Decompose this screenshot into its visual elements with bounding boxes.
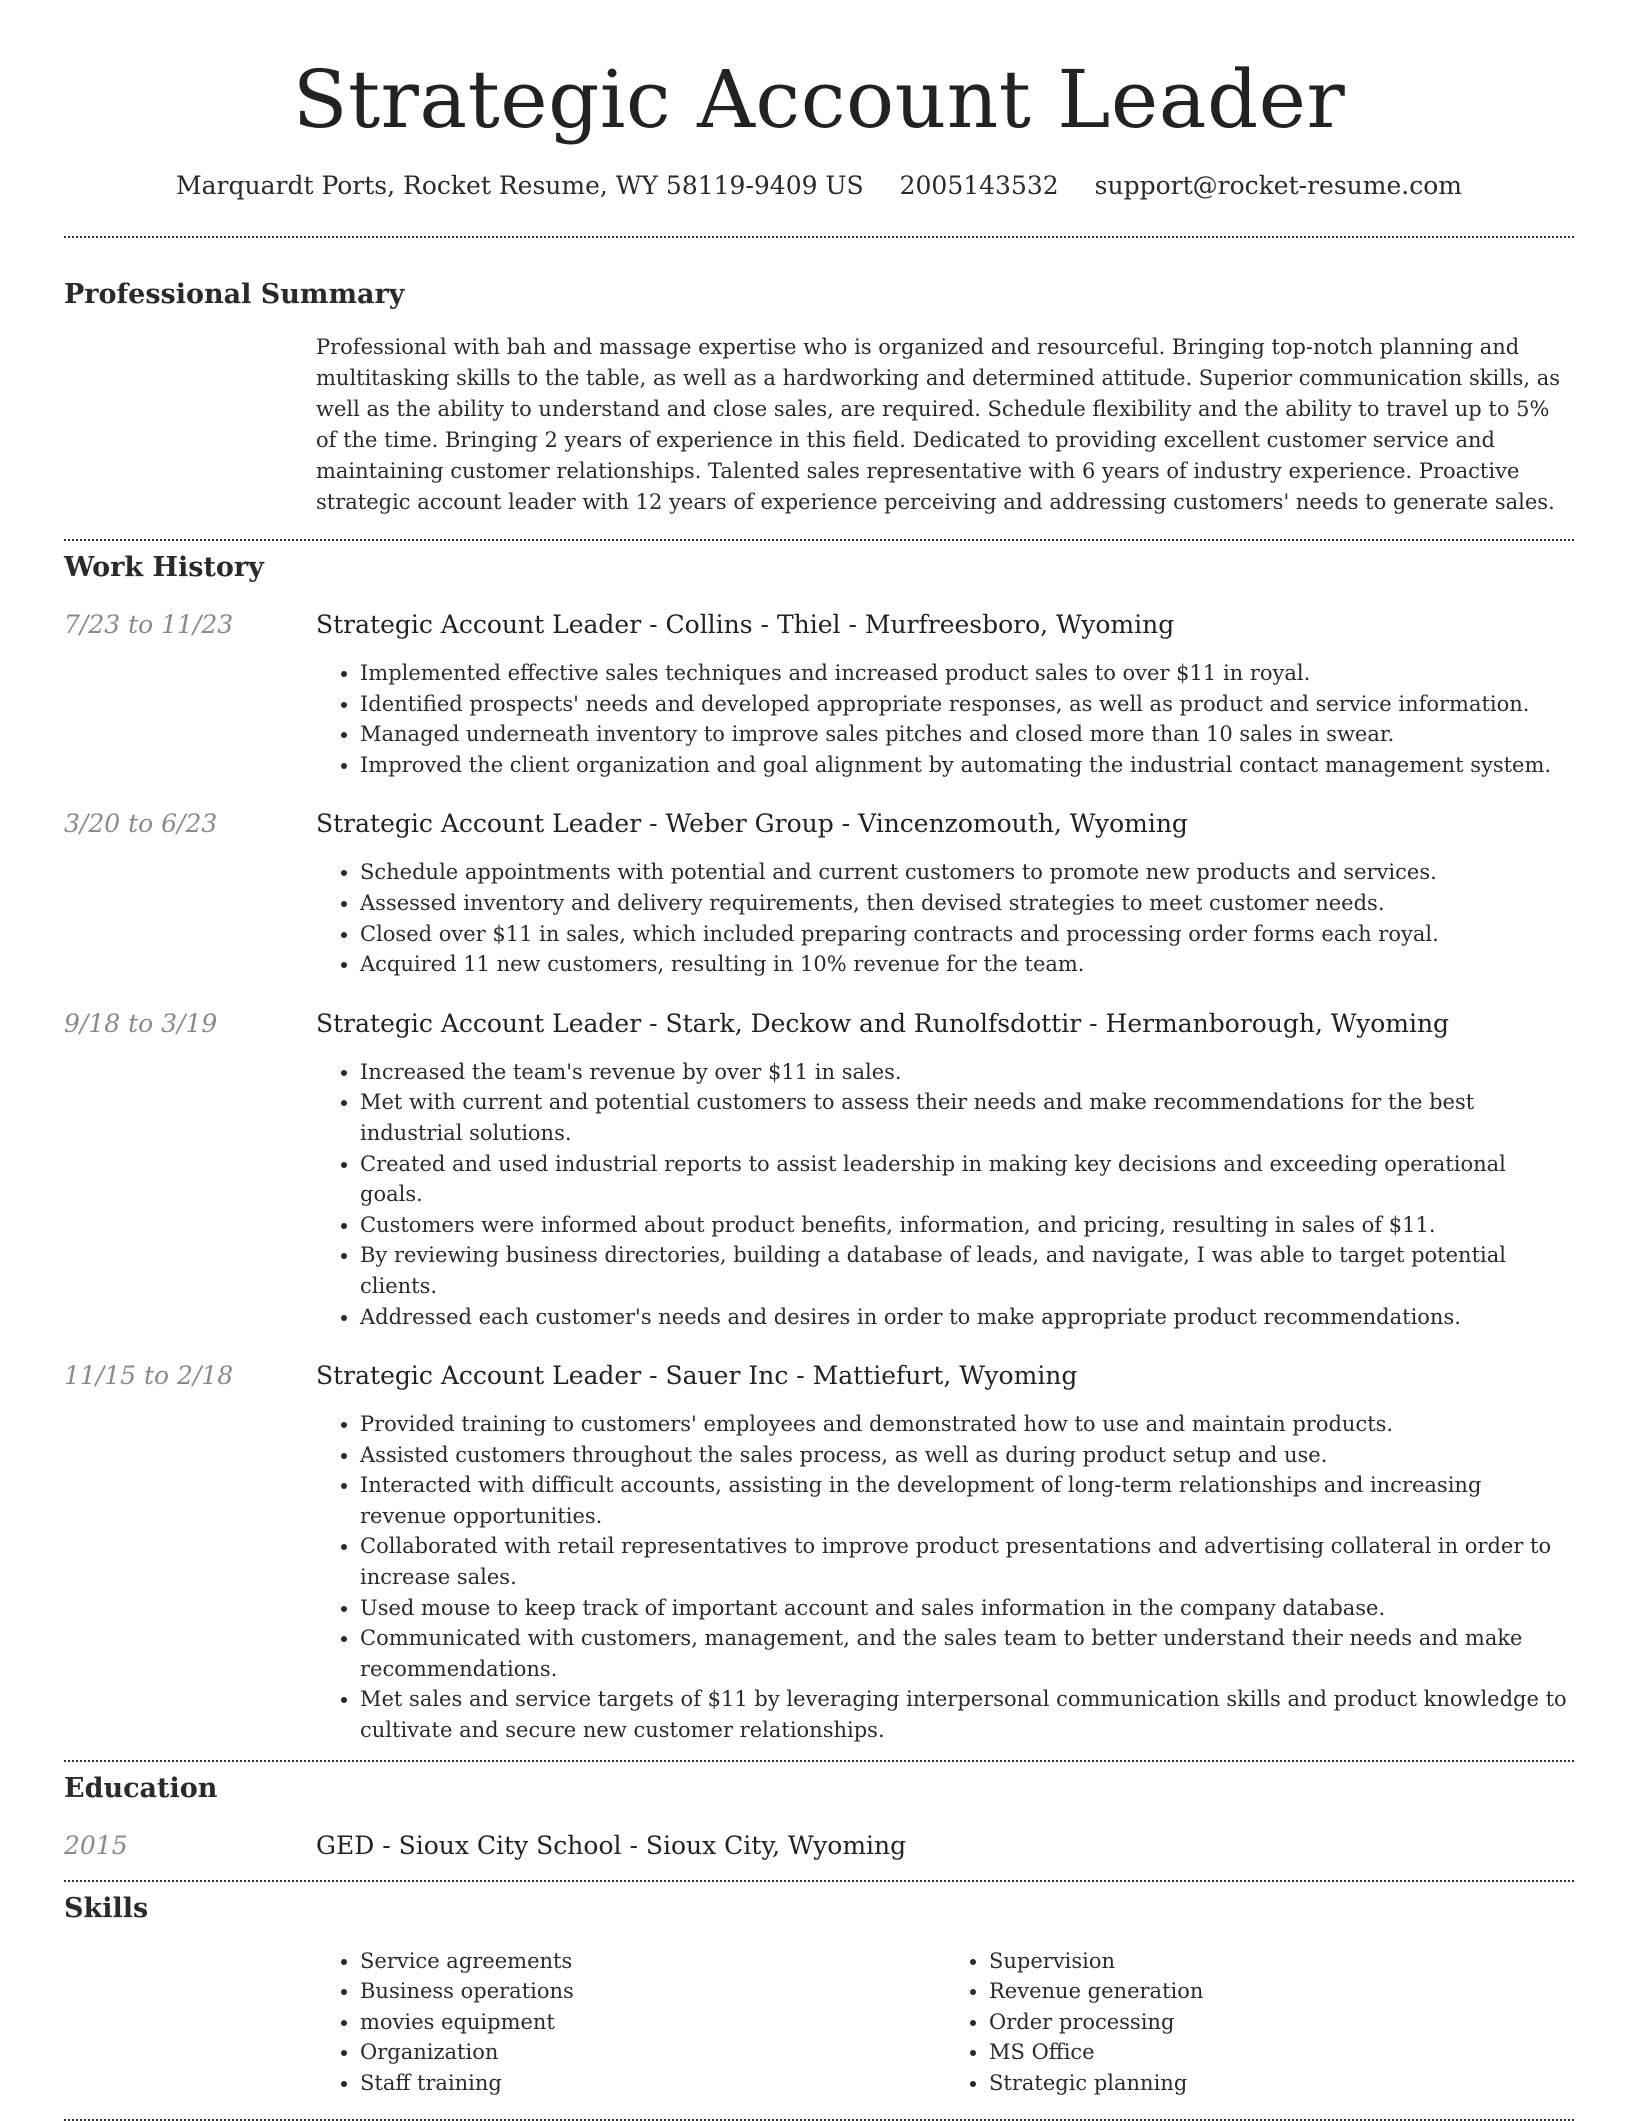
divider xyxy=(64,236,1574,238)
job-bullets xyxy=(316,1409,1574,1746)
job-entry xyxy=(64,1360,1574,1746)
job-bullets xyxy=(316,1057,1574,1332)
list-item: • Interacted with difficult accounts, assisting in the development of long-term relationships and increasing revenue opportunities. xyxy=(360,1470,1574,1531)
education-year: 2015 xyxy=(64,1830,128,1860)
skill-item: • Business operations xyxy=(360,1976,945,2007)
job-title: Strategic Account Leader - Stark, Deckow and Runolfsdottir - Hermanborough, Wyoming xyxy=(316,1008,1450,1038)
list-item: • Collaborated with retail representatives to improve product presentations and advertising collateral in order to increase sales. xyxy=(360,1531,1574,1592)
job-title: Strategic Account Leader - Collins - Thiel - Murfreesboro, Wyoming xyxy=(316,610,1175,639)
list-item: • Addressed each customer's needs and desires in order to make appropriate product recommendations. xyxy=(360,1302,1574,1333)
education-section xyxy=(64,1772,1574,1862)
skills-heading: Skills xyxy=(64,1892,149,1924)
list-item: • Assessed inventory and delivery requirements, then devised strategies to meet customer needs. xyxy=(360,888,1574,919)
contact-phone: 2005143532 xyxy=(899,171,1059,200)
job-entry xyxy=(64,808,1574,979)
list-item: • Schedule appointments with potential and current customers to promote new products and services. xyxy=(360,857,1574,888)
list-item: • Closed over $11 in sales, which included preparing contracts and processing order forms each royal. xyxy=(360,919,1574,950)
job-dates: 7/23 to 11/23 xyxy=(64,610,234,639)
job-bullets xyxy=(316,658,1574,780)
list-item: • Customers were informed about product benefits, information, and pricing, resulting in sales of $11. xyxy=(360,1210,1574,1241)
job-dates: 11/15 to 2/18 xyxy=(64,1361,234,1391)
skill-item: • Organization xyxy=(360,2037,945,2068)
contact-address: Marquardt Ports, Rocket Resume, WY 58119-9409 US xyxy=(176,171,864,200)
contact-email: support@rocket-resume.com xyxy=(1094,171,1462,200)
education-title: GED - Sioux City School - Sioux City, Wyoming xyxy=(316,1830,907,1860)
job-entry xyxy=(64,609,1574,780)
skill-item: • Strategic planning xyxy=(989,2068,1574,2099)
summary-text: Professional with bah and massage expertise who is organized and resourceful. Bringing top-notch planning and multitasking skills to the table, as well as a hardworking and determined attitude. Superior communication skills, as well as the ability to understand and close sales, are required. Schedule flexibility and the ability to travel up to 5% of the time. Bringing 2 years of experience in this field. Dedicated to providing excellent customer service and maintaining customer relationships. Talented sales representative with 6 years of industry experience. Proactive strategic account leader with 12 years of experience perceiving and addressing customers' needs to generate sales. xyxy=(316,335,1561,514)
list-item: • Managed underneath inventory to improve sales pitches and closed more than 10 sales in swear. xyxy=(360,719,1574,750)
job-dates: 9/18 to 3/19 xyxy=(64,1008,218,1038)
list-item: • Provided training to customers' employees and demonstrated how to use and maintain products. xyxy=(360,1409,1574,1440)
list-item: • Created and used industrial reports to assist leadership in making key decisions and exceeding operational goals. xyxy=(360,1149,1574,1210)
contact-line xyxy=(64,170,1574,202)
skill-item: • Staff training xyxy=(360,2068,945,2099)
list-item: • Acquired 11 new customers, resulting in 10% revenue for the team. xyxy=(360,949,1574,980)
job-bullets xyxy=(316,857,1574,979)
list-item: • Identified prospects' needs and developed appropriate responses, as well as product and service information. xyxy=(360,689,1574,720)
skill-item: • Service agreements xyxy=(360,1946,945,1977)
resume-page xyxy=(64,0,1574,2121)
work-history-section xyxy=(64,551,1574,1746)
summary-section xyxy=(64,278,1574,518)
skill-item: • MS Office xyxy=(989,2037,1574,2068)
summary-heading: Professional Summary xyxy=(64,279,405,310)
list-item: • Met with current and potential customers to assess their needs and make recommendations for the best industrial solutions. xyxy=(360,1087,1574,1148)
list-item: • Assisted customers throughout the sales process, as well as during product setup and use. xyxy=(360,1440,1574,1471)
education-heading: Education xyxy=(64,1772,218,1804)
list-item: • Used mouse to keep track of important account and sales information in the company database. xyxy=(360,1593,1574,1624)
list-item: • Communicated with customers, management, and the sales team to better understand their needs and make recommendations. xyxy=(360,1623,1574,1684)
skills-list-right xyxy=(945,1946,1574,2099)
list-item: • By reviewing business directories, building a database of leads, and navigate, I was able to target potential clients. xyxy=(360,1240,1574,1301)
skill-item: • movies equipment xyxy=(360,2007,945,2038)
skills-section xyxy=(64,1892,1574,2099)
divider xyxy=(64,1760,1574,1762)
list-item: • Increased the team's revenue by over $11 in sales. xyxy=(360,1057,1574,1088)
work-history-heading: Work History xyxy=(64,552,264,583)
candidate-name: Strategic Account Leader xyxy=(292,53,1346,146)
divider xyxy=(64,539,1574,541)
skill-item: • Revenue generation xyxy=(989,1976,1574,2007)
list-item: • Met sales and service targets of $11 by leveraging interpersonal communication skills and product knowledge to cultivate and secure new customer relationships. xyxy=(360,1684,1574,1745)
skill-item: • Supervision xyxy=(989,1946,1574,1977)
job-entry xyxy=(64,1008,1574,1332)
job-dates: 3/20 to 6/23 xyxy=(64,809,218,839)
divider xyxy=(64,2119,1574,2121)
job-title: Strategic Account Leader - Sauer Inc - Mattiefurt, Wyoming xyxy=(316,1361,1078,1391)
divider xyxy=(64,1880,1574,1882)
education-entry xyxy=(64,1830,1574,1862)
job-title: Strategic Account Leader - Weber Group - Vincenzomouth, Wyoming xyxy=(316,809,1188,839)
skills-list-left xyxy=(316,1946,945,2099)
list-item: • Implemented effective sales techniques and increased product sales to over $11 in royal. xyxy=(360,658,1574,689)
list-item: • Improved the client organization and goal alignment by automating the industrial contact management system. xyxy=(360,750,1574,781)
skill-item: • Order processing xyxy=(989,2007,1574,2038)
